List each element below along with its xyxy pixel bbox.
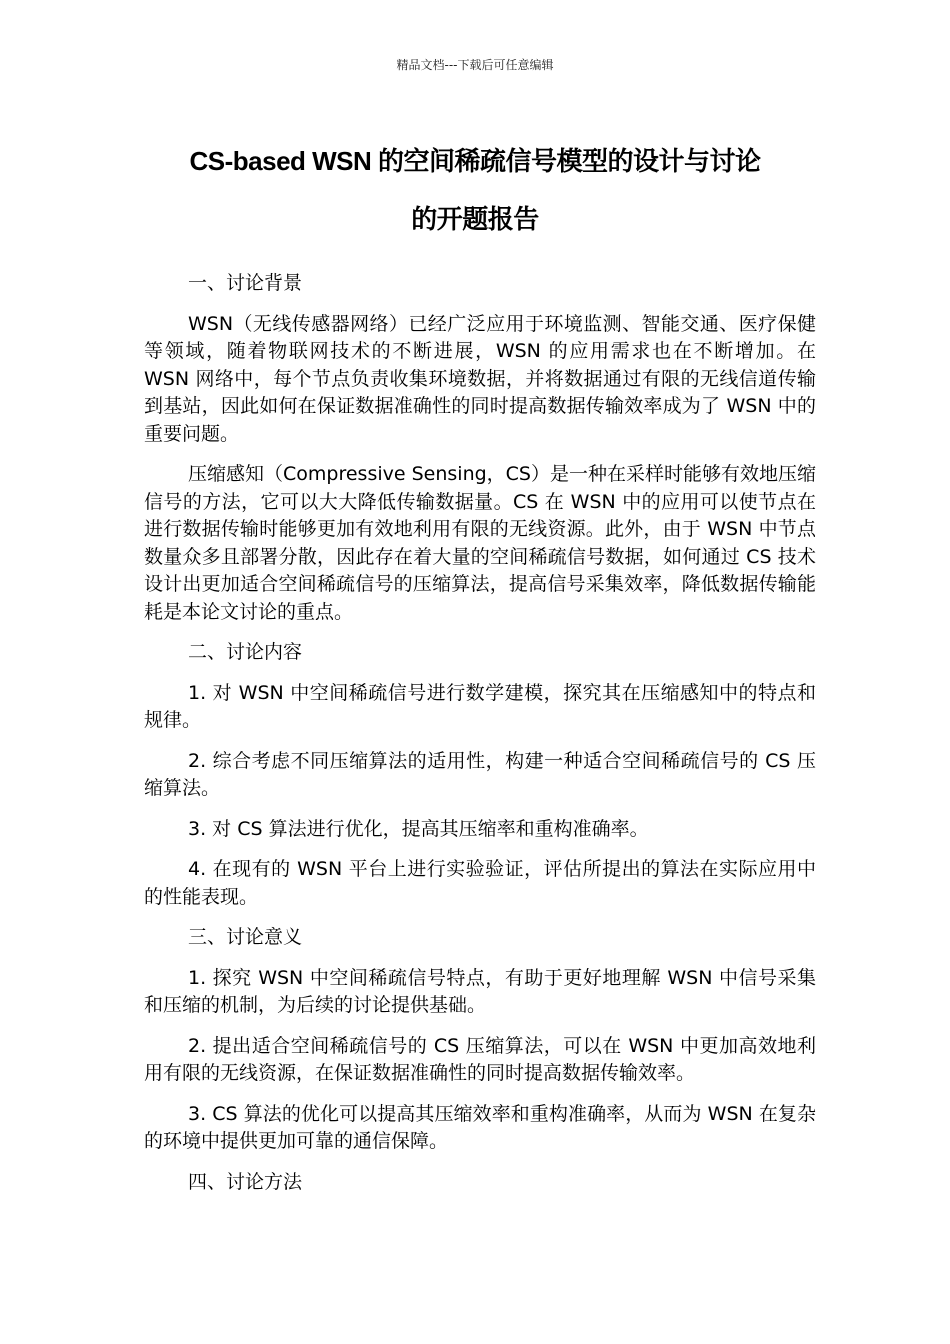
page-header: 精品文档---下载后可任意编辑 <box>396 58 554 72</box>
content-list-item: 1. 对 WSN 中空间稀疏信号进行数学建模，探究其在压缩感知中的特点和规律。 <box>144 681 816 731</box>
document-title-line-2: 的开题报告 <box>411 204 539 234</box>
content-list-item: 4. 在现有的 WSN 平台上进行实验验证，评估所提出的算法在实际应用中的性能表现。 <box>144 858 816 908</box>
document-body <box>144 270 816 1209</box>
content-list-item: 2. 综合考虑不同压缩算法的适用性，构建一种适合空间稀疏信号的 CS 压缩算法。 <box>144 749 816 799</box>
document-title-line-1: CS-based WSN 的空间稀疏信号模型的设计与讨论 <box>189 146 761 176</box>
significance-list-item: 3. CS 算法的优化可以提高其压缩效率和重构准确率，从而为 WSN 在复杂的环境中提供更加可靠的通信保障。 <box>144 1102 816 1152</box>
content-list-item: 3. 对 CS 算法进行优化，提高其压缩率和重构准确率。 <box>188 817 649 840</box>
background-paragraph: WSN（无线传感器网络）已经广泛应用于环境监测、智能交通、医疗保健等领域，随着物联网技术的不断进展，WSN 的应用需求也在不断增加。在 WSN 网络中，每个节点负责收集环境数据，并将数据通过有限的无线信道传输到基站，因此如何在保证数据准确性的同时提高数据传输效率成为了 WSN 中的重要问题。 <box>144 312 816 445</box>
section-heading-background: 一、讨论背景 <box>188 272 303 294</box>
section-heading-content: 二、讨论内容 <box>188 641 303 663</box>
significance-list-item: 1. 探究 WSN 中空间稀疏信号特点，有助于更好地理解 WSN 中信号采集和压缩的机制，为后续的讨论提供基础。 <box>144 966 816 1016</box>
background-paragraph: 压缩感知（Compressive Sensing，CS）是一种在采样时能够有效地压缩信号的方法，它可以大大降低传输数据量。CS 在 WSN 中的应用可以使节点在进行数据传输时能够更加有效地利用有限的无线资源。此外，由于 WSN 中节点数量众多且部署分散，因此存在着大量的空间稀疏信号数据，如何通过 CS 技术设计出更加适合空间稀疏信号的压缩算法，提高信号采集效率，降低数据传输能耗是本论文讨论的重点。 <box>144 463 816 623</box>
document-title <box>120 132 830 248</box>
significance-list-item: 2. 提出适合空间稀疏信号的 CS 压缩算法，可以在 WSN 中更加高效地利用有限的无线资源，在保证数据准确性的同时提高数据传输效率。 <box>144 1034 816 1084</box>
section-heading-method: 四、讨论方法 <box>188 1170 303 1193</box>
section-heading-significance: 三、讨论意义 <box>188 926 303 948</box>
